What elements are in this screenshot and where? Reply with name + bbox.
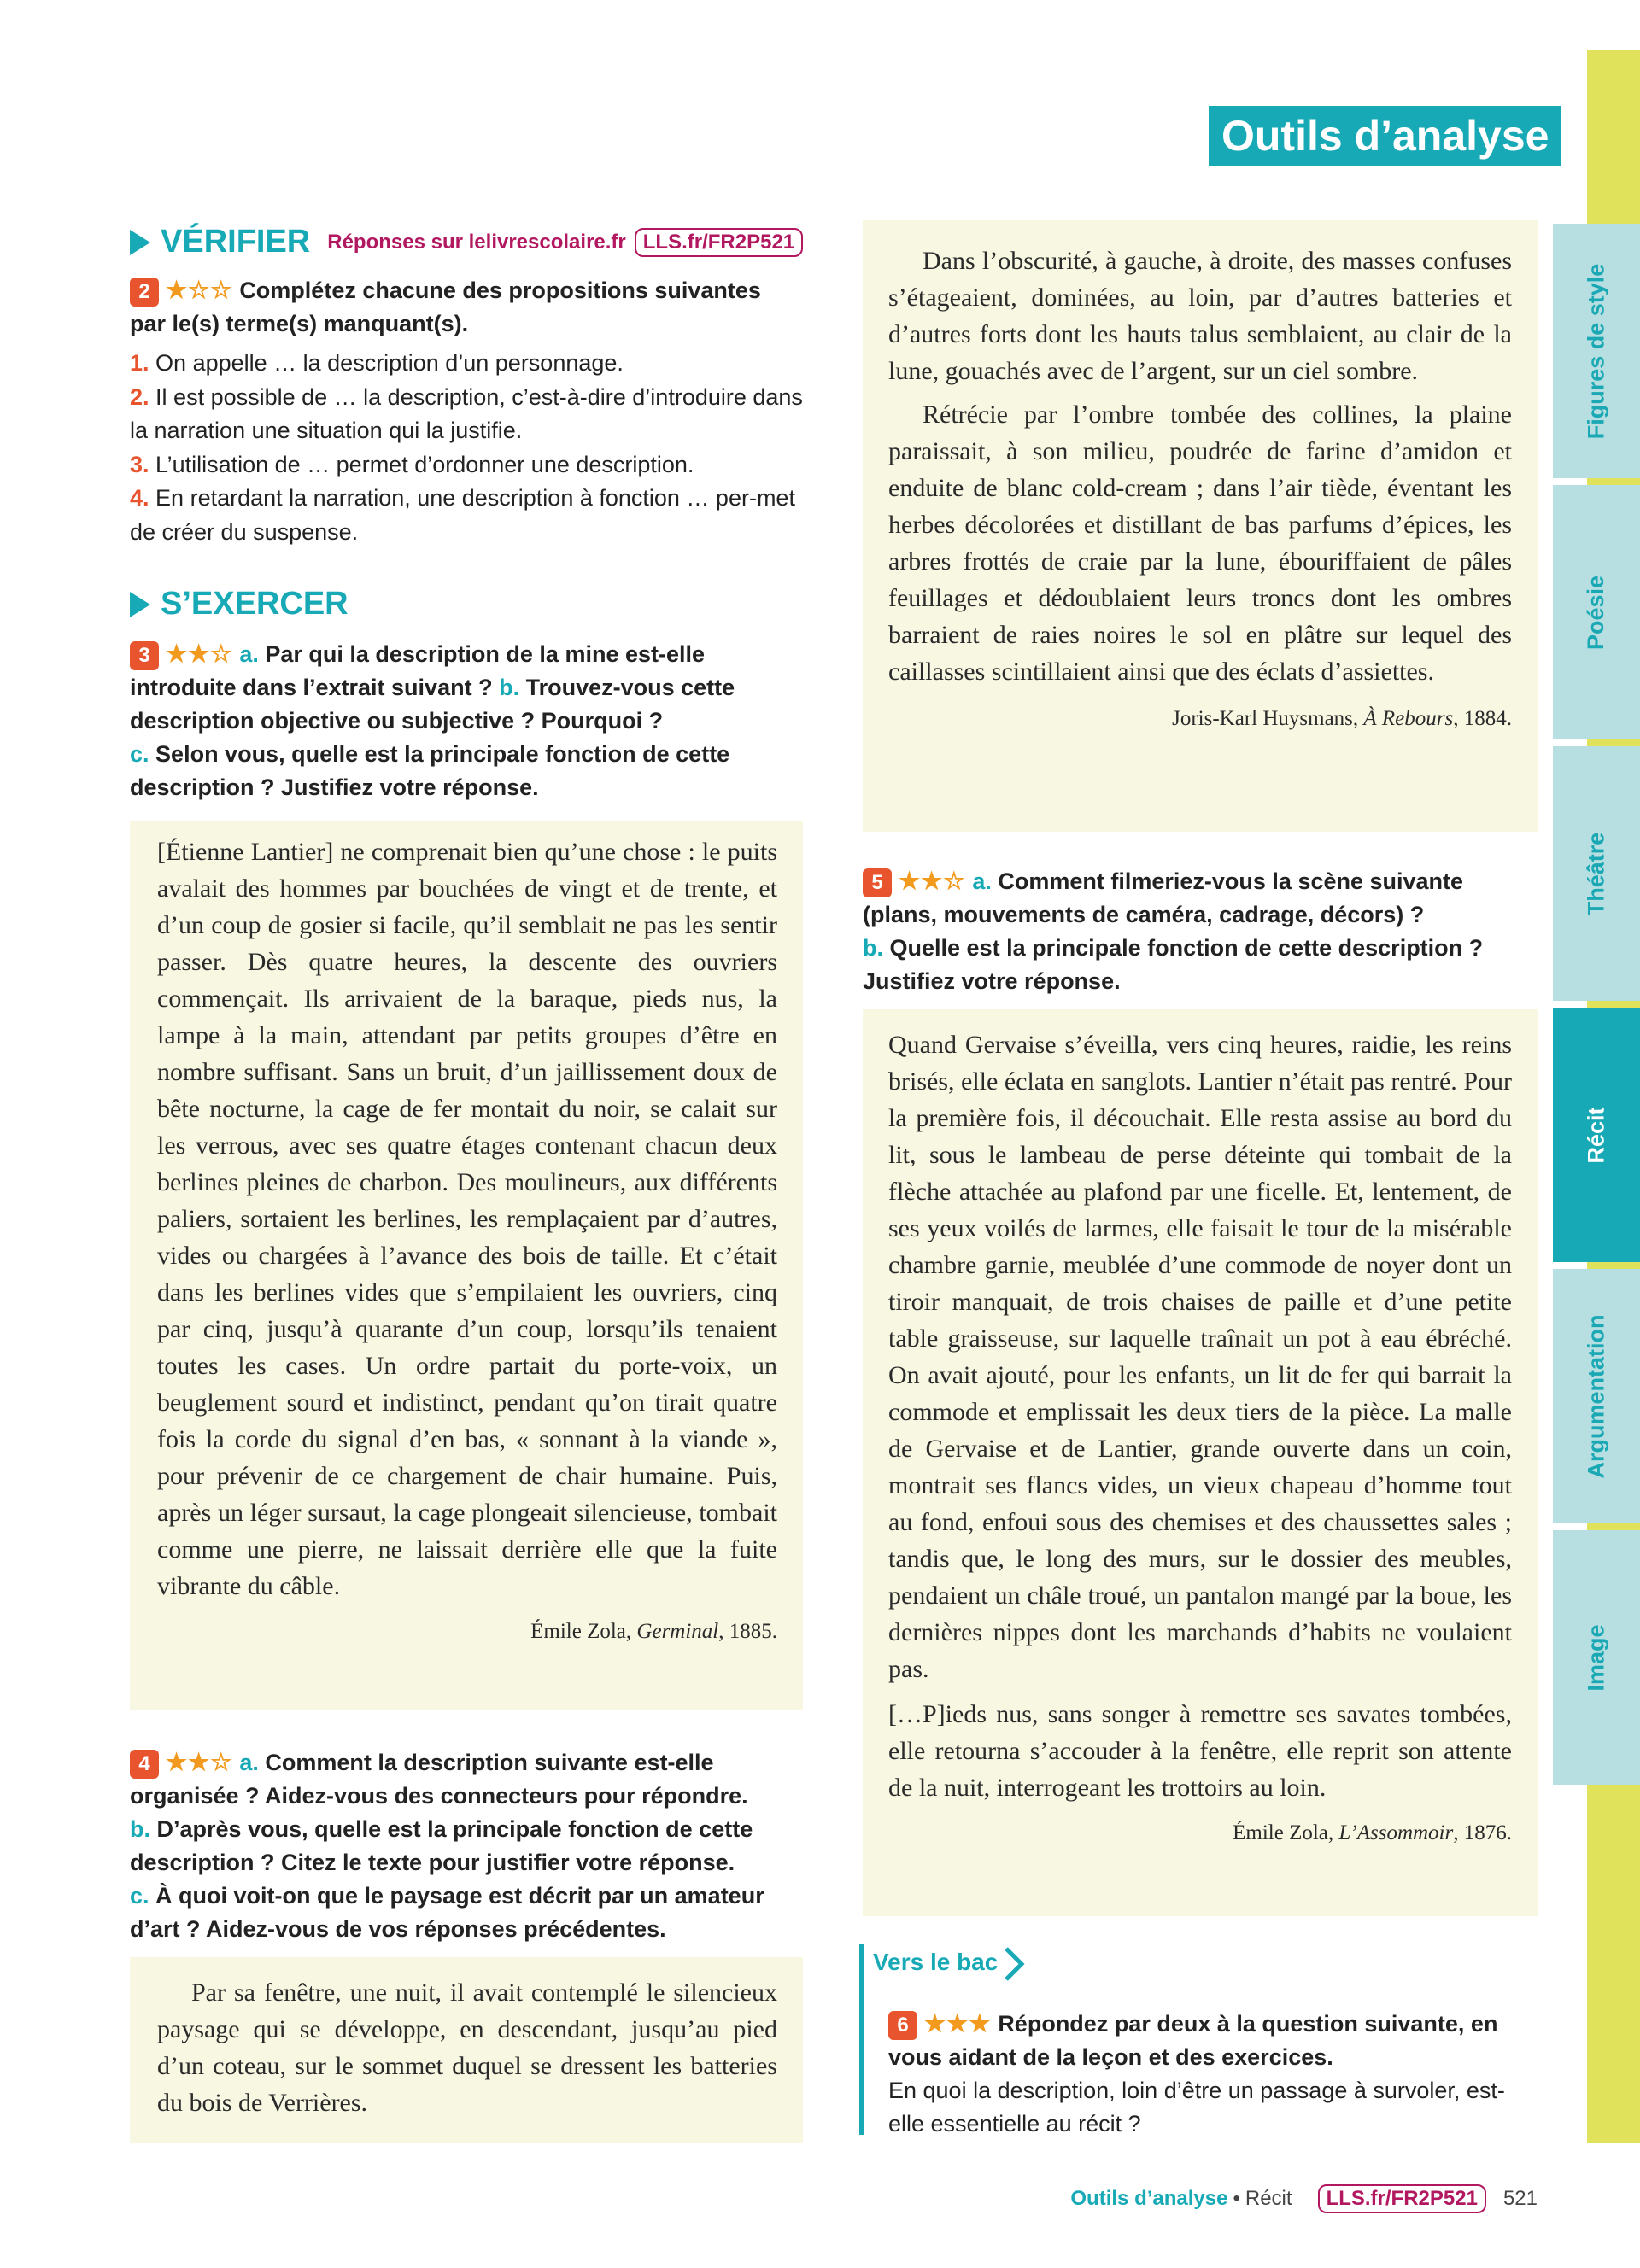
difficulty-stars-icon: ★★☆ <box>166 1749 233 1775</box>
question-text: En quoi la description, loin d’être un passage à survoler, est-elle essentielle au récit ? <box>888 2078 1505 2136</box>
exercer-title: S’EXERCER <box>161 586 348 622</box>
source-citation: Émile Zola, L’Assommoir, 1876. <box>1233 1821 1512 1844</box>
tab-recit[interactable] <box>1553 1008 1640 1262</box>
tab-theatre[interactable] <box>1553 746 1640 1001</box>
exercise-number: 2 <box>130 278 159 307</box>
bac-left-bar <box>859 1944 864 2135</box>
exercise-3-instruction: 3 ★★☆ a. Par qui la description de la mine est-elle introduite dans l’extrait suivant ? b. Trouvez-vous cette description objective ou subjective ? Pourquoi ? c. Selon vous, quelle est la principale fonction de cette description ? Justifiez votre réponse. <box>130 640 735 800</box>
source-citation: Émile Zola, Germinal, 1885. <box>530 1620 777 1643</box>
difficulty-stars-icon: ★☆☆ <box>166 277 233 303</box>
passage-text: Rétrécie par l’ombre tombée des collines, la plaine paraissait, à son milieu, poudrée de farine d’amidon et enduite de blanc cold-cream ; dans l’air tiède, éventant les herbes décolorées et distillant de bas parfums d’épices, les arbres frottés de craie par la lune, ébouriffaient de pâles feuillages et dédoublaient leurs troncs dont les ombres barraient de raies noires le sol en plâtre sur lequel des caillasses scintillaient ainsi que des éclats d’assiettes. <box>888 400 1512 686</box>
germinal-excerpt <box>130 821 803 1710</box>
difficulty-stars-icon: ★★☆ <box>166 640 233 667</box>
difficulty-stars-icon: ★★★ <box>924 2010 992 2037</box>
chevron-right-icon <box>999 1945 1027 1983</box>
huysmans-excerpt-cont <box>863 220 1538 832</box>
tab-label: Théâtre <box>1583 832 1609 915</box>
exercise-number: 3 <box>130 641 159 670</box>
exercise-number: 6 <box>888 2011 917 2040</box>
footer-section: Outils d’analyse <box>1070 2187 1228 2210</box>
play-icon <box>130 230 150 255</box>
exercise-4-instruction: 4 ★★☆ a. Comment la description suivante est-elle organisée ? Aidez-vous des connecteurs pour répondre. b. D’après vous, quelle est la principale fonction de cette description ? Citez le texte pour justifier votre réponse. c. À quoi voit-on que le paysage est décrit par un amateur d’art ? Aidez-vous de vos réponses précédentes. <box>130 1749 764 1942</box>
verifier-title: VÉRIFIER <box>161 224 311 260</box>
footer-chapter: Récit <box>1245 2187 1292 2210</box>
source-citation: Joris-Karl Huysmans, À Rebours, 1884. <box>1172 707 1512 730</box>
huysmans-excerpt-start <box>130 1957 803 2143</box>
passage-text: [Étienne Lantier] ne comprenait bien qu’une chose : le puits avalait des hommes par bouchées de vingt et de trente, et d’un coup de gosier si facile, qu’il semblait ne pas les sentir passer. Dès quatre heures, la descente des ouvriers commençait. Ils arrivaient de la baraque, pieds nus, la lampe à la main, attendant par petits groupes d’être en nombre suffisant. Sans un bruit, d’un jaillissement doux de bête nocturne, la cage de fer montait du noir, se calait sur les verrous, avec ses quatre étages contenant chacun deux berlines pleines de charbon. Des moulineurs, aux différents paliers, sortaient les berlines, les remplaçaient par d’autres, vides ou chargées à l’avance des bois de taille. Et c’était dans les berlines vides que s’empilaient les ouvriers, cinq par cinq, jusqu’à quarante d’un coup, lorsqu’ils tenaient toutes les cases. Un ordre partait du porte-voix, un beuglement sourd et indistinct, pendant qu’on tirait quatre fois la corde du signal d’en bas, « sonnant à la viande », pour prévenir de ce chargement de chair humaine. Puis, après un léger sursaut, la cage plongeait silencieuse, tombait comme une pierre, ne laissait derrière elle que la fuite vibrante du câble. <box>157 838 777 1600</box>
exercise-number: 4 <box>130 1750 159 1779</box>
tab-label: Argumentation <box>1583 1314 1609 1478</box>
list-item: 2. Il est possible de … la description, c’est-à-dire d’introduire dans la narration une situation qui la justifie. <box>130 383 803 443</box>
play-icon <box>130 592 150 617</box>
tab-image[interactable] <box>1553 1530 1640 1785</box>
difficulty-stars-icon: ★★☆ <box>899 868 966 894</box>
exercer-heading <box>130 586 348 623</box>
tab-poesie[interactable] <box>1553 485 1640 739</box>
exercise-2-list <box>130 347 803 549</box>
tab-argumentation[interactable] <box>1553 1269 1640 1523</box>
exercise-6-instruction <box>888 2007 1538 2141</box>
tab-label: Figures de style <box>1583 263 1609 439</box>
tab-label: Poésie <box>1583 575 1609 650</box>
tab-figures-de-style[interactable] <box>1553 224 1640 478</box>
list-item: 1. On appelle … la description d’un personnage. <box>130 350 624 376</box>
exercise-5-instruction: 5 ★★☆ a. Comment filmeriez-vous la scène suivante (plans, mouvements de caméra, cadrage, décors) ? b. Quelle est la principale fonction de cette description ? Justifiez votre réponse. <box>863 868 1484 994</box>
list-item: 4. En retardant la narration, une description à fonction … per-met de créer du suspense. <box>130 485 795 545</box>
passage-text: Quand Gervaise s’éveilla, vers cinq heures, raidie, les reins brisés, elle éclata en sanglots. Lantier n’était pas rentré. Pour la première fois, il découchait. Elle resta assise au bord du lit, sous le lambeau de perse déteinte qui tombait de la flèche attachée au plafond par une ficelle. Et, lentement, de ses yeux voilés de larmes, elle faisait le tour de la misérable chambre garnie, meublée d’une commode de noyer dont un tiroir manquait, de trois chaises de paille et d’une petite table graisseuse, sur laquelle traînait un pot à eau ébréché. On avait ajouté, pour les enfants, un lit de fer qui barrait la commode et emplissait les deux tiers de la pièce. La malle de Gervaise et de Lantier, grande ouverte dans un coin, montrait ses flancs vides, un vieux chapeau d’homme tout au fond, enfoui sous des chemises et des chaussettes sales ; tandis que, le long des murs, sur le dossier des meubles, pendaient un châle troué, un pantalon mangé par la boue, les dernières nippes dont les marchands d’habits ne voulaient pas. <box>888 1031 1512 1683</box>
tab-label: Récit <box>1583 1106 1609 1164</box>
assommoir-excerpt <box>863 1009 1538 1916</box>
vers-le-bac-label: Vers le bac <box>873 1949 999 1975</box>
page-footer <box>1051 2184 1538 2213</box>
passage-text: […P]ieds nus, sans songer à remettre ses savates tombées, elle retourna s’accouder à la fenêtre, elle reprit son attente de la nuit, interrogeant les trottoirs au loin. <box>888 1700 1512 1802</box>
footer-lls-link[interactable]: LLS.fr/FR2P521 <box>1318 2184 1486 2213</box>
exercise-2-instruction <box>130 273 803 341</box>
instruction-text: Répondez par deux à la question suivante, en vous aidant de la leçon et des exercices. <box>888 2011 1498 2070</box>
footer-separator: • <box>1233 2187 1240 2210</box>
verifier-heading <box>130 224 803 260</box>
instruction-text: Complétez chacune des propositions suivantes par le(s) terme(s) manquant(s). <box>130 278 761 336</box>
list-item: 3. L’utilisation de … permet d’ordonner une description. <box>130 451 694 477</box>
exercise-number: 5 <box>863 868 892 897</box>
page-number: 521 <box>1502 2187 1538 2210</box>
page-header-title: Outils d’analyse <box>1209 106 1561 166</box>
lls-link[interactable]: LLS.fr/FR2P521 <box>635 228 803 257</box>
tab-label: Image <box>1583 1623 1609 1692</box>
answers-link-text: Réponses sur lelivrescolaire.fr <box>327 230 626 254</box>
passage-text: Dans l’obscurité, à gauche, à droite, des masses confuses s’étageaient, dominées, au loin, par d’autres batteries et d’autres forts dont les hauts talus semblaient, au clair de la lune, gouachés avec de l’argent, sur un ciel sombre. <box>888 247 1512 385</box>
passage-text: Par sa fenêtre, une nuit, il avait contemplé le silencieux paysage qui se développe, en descendant, jusqu’au pied d’un coteau, sur le sommet duquel se dressent les batteries du bois de Verrières. <box>157 1979 777 2117</box>
